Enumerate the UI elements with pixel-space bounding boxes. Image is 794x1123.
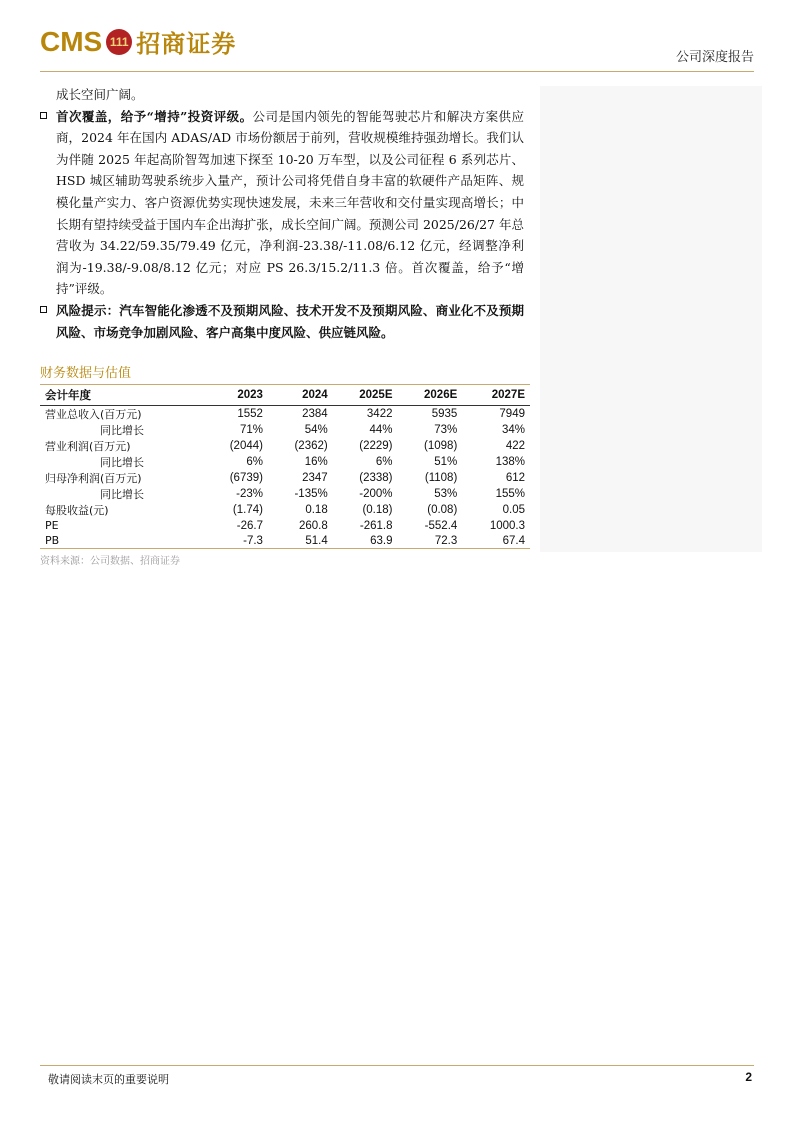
- header-divider: [40, 71, 754, 72]
- bullet-square-icon: [40, 306, 47, 313]
- row-label: 归母净利润(百万元): [45, 472, 142, 485]
- table-cell: (1108): [424, 472, 458, 484]
- carryover-paragraph: 成长空间广阔。: [56, 87, 144, 102]
- table-cell: 73%: [434, 424, 458, 436]
- bullet-square-icon: [40, 112, 47, 119]
- financial-header-row: [40, 385, 530, 406]
- row-label: 同比增长: [100, 456, 144, 469]
- table-cell: 72.3: [398, 533, 463, 549]
- table-cell: -7.3: [203, 533, 268, 549]
- table-row: [40, 406, 530, 423]
- financial-title: 财务数据与估值: [40, 362, 530, 385]
- sidebar-panel: [540, 86, 762, 552]
- table-cell: 6%: [375, 456, 393, 468]
- footer-divider: [40, 1065, 754, 1066]
- cms-logo: [40, 24, 236, 59]
- table-cell: 51.4: [268, 533, 333, 549]
- footer-disclaimer-note: 敬请阅读末页的重要说明: [48, 1073, 169, 1086]
- table-cell: 3422: [366, 408, 393, 420]
- header-cell: 2024: [268, 385, 333, 406]
- table-cell: 155%: [495, 488, 525, 500]
- table-cell: -135%: [294, 488, 328, 500]
- page-number: 2: [745, 1070, 752, 1084]
- table-cell: (2229): [359, 440, 393, 452]
- table-cell: 0.05: [502, 504, 525, 516]
- table-cell: 422: [505, 440, 525, 452]
- risk-bullet: [40, 300, 524, 343]
- table-cell: 612: [505, 472, 525, 484]
- table-cell: (2362): [294, 440, 328, 452]
- table-cell: 1000.3: [489, 519, 525, 532]
- financial-section: [40, 362, 530, 567]
- table-cell: 0.18: [305, 504, 328, 516]
- table-cell: 2384: [302, 408, 328, 420]
- table-cell: 44%: [369, 424, 393, 436]
- table-cell: 138%: [495, 456, 525, 468]
- logo-chinese-text: 招商证券: [136, 30, 237, 58]
- page-header: [40, 22, 754, 72]
- table-cell: (1.74): [232, 504, 263, 516]
- table-cell: -261.8: [359, 519, 393, 532]
- header-cell: 2026E: [398, 385, 463, 406]
- header-cell: 2025E: [333, 385, 398, 406]
- table-cell: 6%: [246, 456, 263, 468]
- logo-latin-text: CMS: [40, 25, 103, 57]
- table-row: [40, 422, 530, 438]
- table-row: [40, 438, 530, 454]
- table-cell: -26.7: [236, 519, 263, 532]
- logo-emblem-icon: 111: [106, 29, 132, 55]
- row-label: PE: [45, 519, 59, 532]
- table-cell: (0.18): [362, 504, 393, 516]
- table-cell: 16%: [304, 456, 328, 468]
- table-cell: -200%: [359, 488, 393, 500]
- table-row: [40, 502, 530, 518]
- rating-bullet: [40, 106, 524, 300]
- table-row: [40, 470, 530, 486]
- table-row: [40, 533, 530, 549]
- table-cell: 63.9: [333, 533, 398, 549]
- row-label: 同比增长: [100, 488, 144, 501]
- report-type-label: 公司深度报告: [675, 50, 754, 65]
- row-label: 营业利润(百万元): [45, 440, 131, 453]
- table-cell: (0.08): [427, 504, 458, 516]
- data-source-note: 资料来源：公司数据、招商证券: [40, 556, 180, 567]
- table-cell: 2347: [302, 472, 328, 484]
- table-cell: (1098): [424, 440, 458, 452]
- header-cell: 2023: [203, 385, 268, 406]
- table-cell: 7949: [499, 408, 525, 420]
- rating-bullet-text: 公司是国内领先的智能驾驶芯片和解决方案供应商，2024 年在国内 ADAS/AD 市场份额居于前列，营收规模维持强劲增长。我们认为伴随 2025 年起高阶智驾加速下探至 10-20 万车型，以及公司征程 6 系列芯片、HSD 城区辅助驾驶系统步入量产，预计公司将凭借自身丰富的软硬件产品矩阵、规模化量产实力、客户资源优势实现快速发展，未来三年营收和交付量实现高增长；中长期有望持续受益于国内车企出海扩张，成长空间广阔。预测公司 2025/26/27 年总营收为 34.22/59.35/79.49 亿元，净利润-23.38/-11.08/6.12 亿元，经调整净利润为-19.38/-9.08/8.12 亿元；对应 PS 26.3/15.2/11.3 倍。首次覆盖，给予“增持”评级。: [56, 108, 524, 297]
- table-cell: 5935: [431, 408, 458, 420]
- table-row: [40, 486, 530, 502]
- table-cell: 71%: [239, 424, 263, 436]
- header-cell: 会计年度: [40, 385, 203, 406]
- table-cell: -552.4: [424, 519, 458, 532]
- row-label: PB: [40, 533, 203, 549]
- table-cell: 260.8: [298, 519, 328, 532]
- row-label: 同比增长: [100, 424, 144, 437]
- header-cell: 2027E: [462, 385, 530, 406]
- table-cell: 53%: [434, 488, 458, 500]
- table-cell: 1552: [237, 408, 263, 420]
- table-cell: 51%: [434, 456, 458, 468]
- table-cell: 67.4: [462, 533, 530, 549]
- table-cell: 34%: [501, 424, 525, 436]
- row-label: 营业总收入(百万元): [45, 408, 142, 421]
- row-label: 每股收益(元): [45, 504, 109, 517]
- table-cell: (2338): [359, 472, 393, 484]
- rating-bullet-heading: 首次覆盖，给予“增持”投资评级。: [56, 108, 253, 124]
- table-cell: (6739): [229, 472, 263, 484]
- table-cell: 54%: [304, 424, 328, 436]
- table-row: [40, 518, 530, 533]
- table-cell: -23%: [236, 488, 263, 500]
- financial-table: [40, 385, 530, 549]
- table-cell: (2044): [229, 440, 263, 452]
- risk-bullet-text: 风险提示：汽车智能化渗透不及预期风险、技术开发不及预期风险、商业化不及预期风险、市场竞争加剧风险、客户高集中度风险、供应链风险。: [56, 302, 524, 340]
- table-row: [40, 454, 530, 470]
- body-text: [40, 84, 524, 343]
